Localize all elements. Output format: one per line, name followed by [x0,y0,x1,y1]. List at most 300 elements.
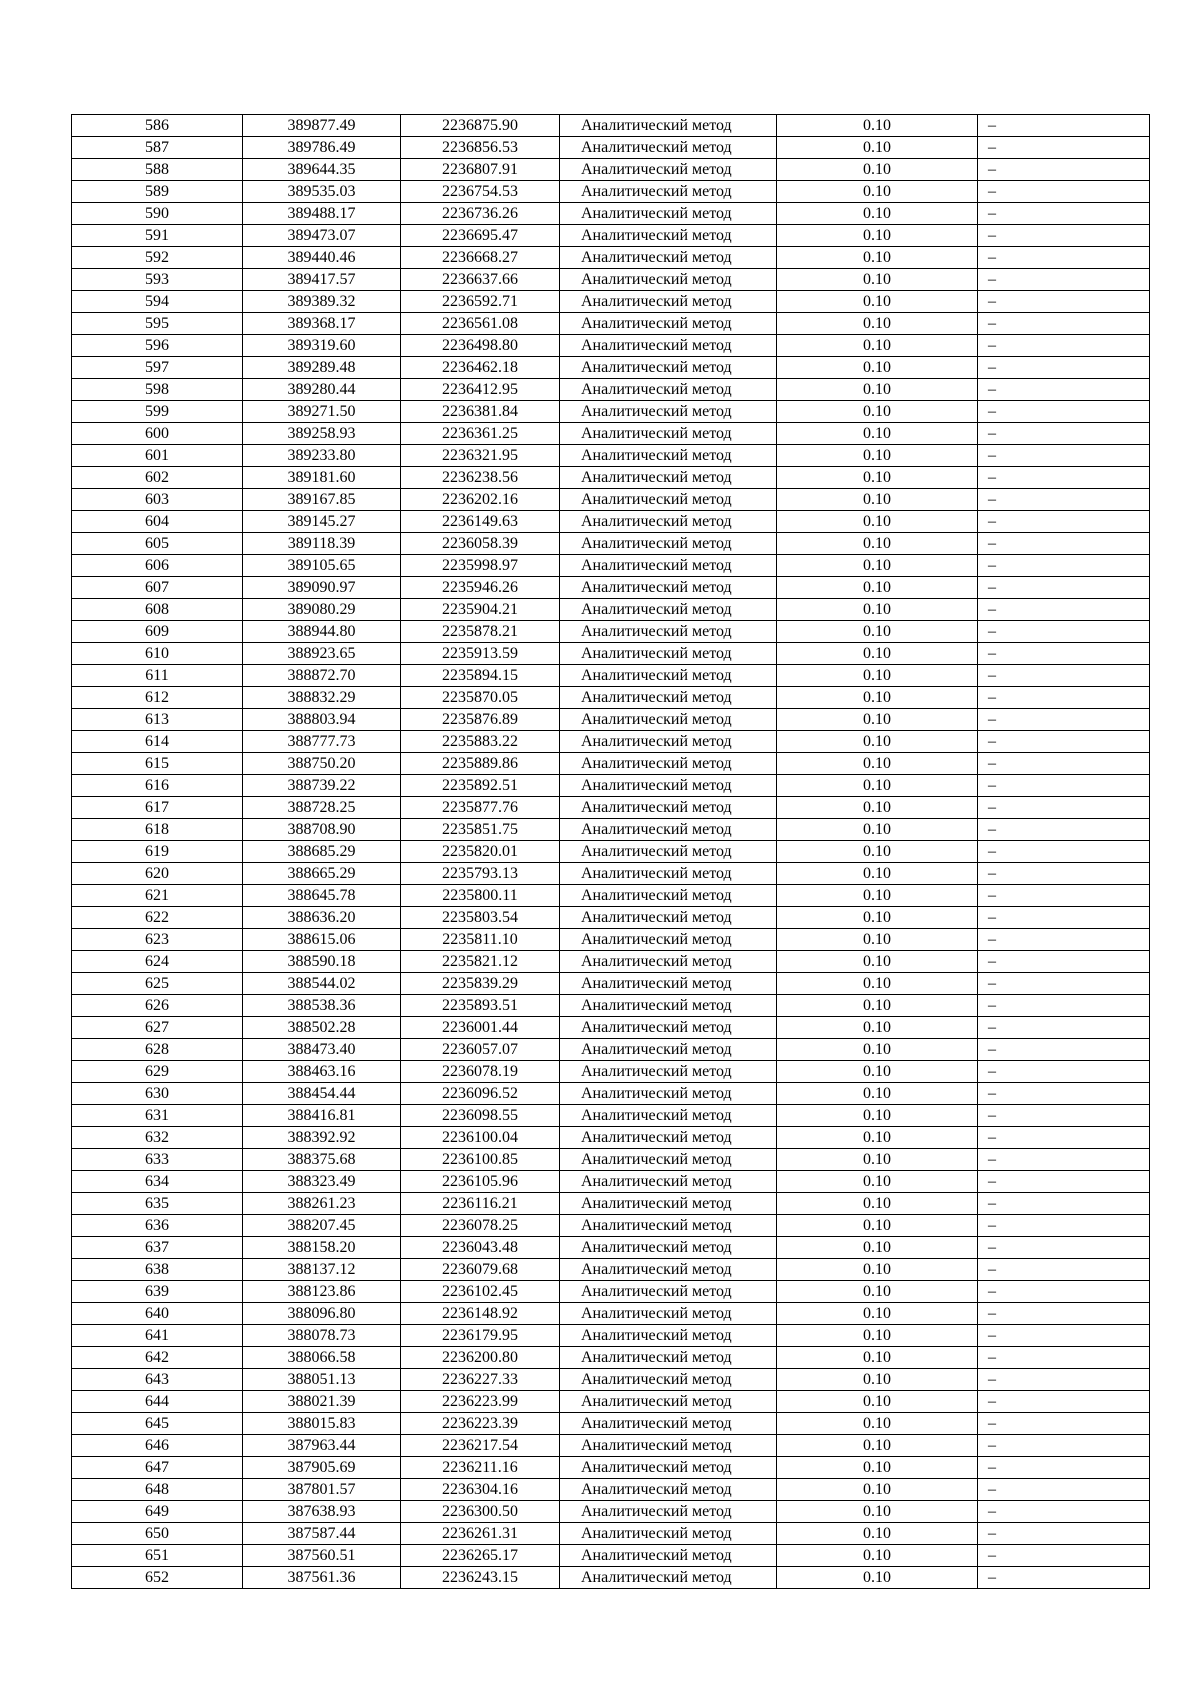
y-coordinate-cell: 2235803.54 [401,907,560,929]
accuracy-cell: 0.10 [777,1237,978,1259]
y-coordinate-cell: 2235793.13 [401,863,560,885]
accuracy-cell: 0.10 [777,907,978,929]
table-row [72,1303,1150,1325]
table-row [72,1281,1150,1303]
point-number-cell: 635 [72,1193,243,1215]
table-row [72,1457,1150,1479]
method-cell: Аналитический метод [560,1237,777,1259]
point-number-cell: 603 [72,489,243,511]
table-row [72,753,1150,775]
method-cell: Аналитический метод [560,181,777,203]
x-coordinate-cell: 388728.25 [243,797,401,819]
y-coordinate-cell: 2235820.01 [401,841,560,863]
note-cell: – [978,1281,1150,1303]
accuracy-cell: 0.10 [777,885,978,907]
table-row [72,819,1150,841]
y-coordinate-cell: 2236100.04 [401,1127,560,1149]
note-cell: – [978,1061,1150,1083]
method-cell: Аналитический метод [560,1325,777,1347]
point-number-cell: 652 [72,1567,243,1589]
note-cell: – [978,577,1150,599]
y-coordinate-cell: 2236637.66 [401,269,560,291]
note-cell: – [978,1457,1150,1479]
point-number-cell: 590 [72,203,243,225]
table-row [72,401,1150,423]
x-coordinate-cell: 389877.49 [243,115,401,137]
y-coordinate-cell: 2236321.95 [401,445,560,467]
accuracy-cell: 0.10 [777,1413,978,1435]
point-number-cell: 623 [72,929,243,951]
table-row [72,181,1150,203]
table-row [72,1105,1150,1127]
point-number-cell: 633 [72,1149,243,1171]
note-cell: – [978,1303,1150,1325]
point-number-cell: 611 [72,665,243,687]
y-coordinate-cell: 2236223.99 [401,1391,560,1413]
y-coordinate-cell: 2236875.90 [401,115,560,137]
point-number-cell: 643 [72,1369,243,1391]
y-coordinate-cell: 2236096.52 [401,1083,560,1105]
x-coordinate-cell: 388323.49 [243,1171,401,1193]
method-cell: Аналитический метод [560,753,777,775]
x-coordinate-cell: 389289.48 [243,357,401,379]
table-row [72,1237,1150,1259]
note-cell: – [978,885,1150,907]
x-coordinate-cell: 388158.20 [243,1237,401,1259]
method-cell: Аналитический метод [560,1127,777,1149]
method-cell: Аналитический метод [560,1303,777,1325]
point-number-cell: 647 [72,1457,243,1479]
point-number-cell: 651 [72,1545,243,1567]
table-row [72,577,1150,599]
table-row [72,599,1150,621]
note-cell: – [978,555,1150,577]
x-coordinate-cell: 388207.45 [243,1215,401,1237]
accuracy-cell: 0.10 [777,1149,978,1171]
x-coordinate-cell: 388137.12 [243,1259,401,1281]
x-coordinate-cell: 388463.16 [243,1061,401,1083]
point-number-cell: 599 [72,401,243,423]
accuracy-cell: 0.10 [777,1193,978,1215]
table-row [72,1193,1150,1215]
point-number-cell: 598 [72,379,243,401]
accuracy-cell: 0.10 [777,335,978,357]
point-number-cell: 593 [72,269,243,291]
method-cell: Аналитический метод [560,247,777,269]
y-coordinate-cell: 2235946.26 [401,577,560,599]
point-number-cell: 601 [72,445,243,467]
accuracy-cell: 0.10 [777,1567,978,1589]
point-number-cell: 614 [72,731,243,753]
y-coordinate-cell: 2235893.51 [401,995,560,1017]
x-coordinate-cell: 388777.73 [243,731,401,753]
method-cell: Аналитический метод [560,1193,777,1215]
accuracy-cell: 0.10 [777,929,978,951]
note-cell: – [978,511,1150,533]
accuracy-cell: 0.10 [777,1523,978,1545]
y-coordinate-cell: 2236001.44 [401,1017,560,1039]
accuracy-cell: 0.10 [777,357,978,379]
table-row [72,1347,1150,1369]
table-row [72,1391,1150,1413]
y-coordinate-cell: 2236079.68 [401,1259,560,1281]
method-cell: Аналитический метод [560,401,777,423]
method-cell: Аналитический метод [560,665,777,687]
accuracy-cell: 0.10 [777,1545,978,1567]
table-row [72,445,1150,467]
table-row [72,467,1150,489]
y-coordinate-cell: 2236381.84 [401,401,560,423]
y-coordinate-cell: 2236078.25 [401,1215,560,1237]
point-number-cell: 645 [72,1413,243,1435]
x-coordinate-cell: 389105.65 [243,555,401,577]
x-coordinate-cell: 388832.29 [243,687,401,709]
x-coordinate-cell: 389118.39 [243,533,401,555]
method-cell: Аналитический метод [560,379,777,401]
note-cell: – [978,753,1150,775]
method-cell: Аналитический метод [560,533,777,555]
x-coordinate-cell: 389644.35 [243,159,401,181]
note-cell: – [978,1105,1150,1127]
x-coordinate-cell: 388066.58 [243,1347,401,1369]
accuracy-cell: 0.10 [777,115,978,137]
y-coordinate-cell: 2236043.48 [401,1237,560,1259]
note-cell: – [978,533,1150,555]
y-coordinate-cell: 2236238.56 [401,467,560,489]
method-cell: Аналитический метод [560,291,777,313]
accuracy-cell: 0.10 [777,973,978,995]
table-row [72,1171,1150,1193]
x-coordinate-cell: 388739.22 [243,775,401,797]
method-cell: Аналитический метод [560,225,777,247]
method-cell: Аналитический метод [560,621,777,643]
table-row [72,709,1150,731]
method-cell: Аналитический метод [560,1215,777,1237]
method-cell: Аналитический метод [560,643,777,665]
x-coordinate-cell: 389181.60 [243,467,401,489]
table-row [72,621,1150,643]
method-cell: Аналитический метод [560,1435,777,1457]
note-cell: – [978,1149,1150,1171]
method-cell: Аналитический метод [560,1457,777,1479]
method-cell: Аналитический метод [560,995,777,1017]
accuracy-cell: 0.10 [777,819,978,841]
method-cell: Аналитический метод [560,555,777,577]
x-coordinate-cell: 389090.97 [243,577,401,599]
x-coordinate-cell: 388750.20 [243,753,401,775]
table-row [72,929,1150,951]
accuracy-cell: 0.10 [777,203,978,225]
point-number-cell: 642 [72,1347,243,1369]
y-coordinate-cell: 2235998.97 [401,555,560,577]
method-cell: Аналитический метод [560,709,777,731]
table-row [72,357,1150,379]
note-cell: – [978,1347,1150,1369]
x-coordinate-cell: 388685.29 [243,841,401,863]
x-coordinate-cell: 388636.20 [243,907,401,929]
y-coordinate-cell: 2236265.17 [401,1545,560,1567]
note-cell: – [978,1435,1150,1457]
point-number-cell: 618 [72,819,243,841]
y-coordinate-cell: 2236361.25 [401,423,560,445]
y-coordinate-cell: 2235877.76 [401,797,560,819]
table-row [72,775,1150,797]
point-number-cell: 612 [72,687,243,709]
x-coordinate-cell: 389440.46 [243,247,401,269]
method-cell: Аналитический метод [560,1083,777,1105]
method-cell: Аналитический метод [560,731,777,753]
accuracy-cell: 0.10 [777,1083,978,1105]
x-coordinate-cell: 389145.27 [243,511,401,533]
point-number-cell: 632 [72,1127,243,1149]
y-coordinate-cell: 2236179.95 [401,1325,560,1347]
y-coordinate-cell: 2236200.80 [401,1347,560,1369]
x-coordinate-cell: 388803.94 [243,709,401,731]
accuracy-cell: 0.10 [777,841,978,863]
table-row [72,159,1150,181]
note-cell: – [978,1127,1150,1149]
accuracy-cell: 0.10 [777,555,978,577]
table-row [72,797,1150,819]
table-row [72,137,1150,159]
point-number-cell: 620 [72,863,243,885]
note-cell: – [978,467,1150,489]
accuracy-cell: 0.10 [777,797,978,819]
x-coordinate-cell: 388123.86 [243,1281,401,1303]
note-cell: – [978,973,1150,995]
note-cell: – [978,379,1150,401]
note-cell: – [978,247,1150,269]
x-coordinate-cell: 388665.29 [243,863,401,885]
accuracy-cell: 0.10 [777,401,978,423]
table-row [72,1479,1150,1501]
note-cell: – [978,423,1150,445]
note-cell: – [978,797,1150,819]
y-coordinate-cell: 2236211.16 [401,1457,560,1479]
point-number-cell: 616 [72,775,243,797]
accuracy-cell: 0.10 [777,159,978,181]
method-cell: Аналитический метод [560,1567,777,1589]
accuracy-cell: 0.10 [777,1391,978,1413]
point-number-cell: 608 [72,599,243,621]
point-number-cell: 621 [72,885,243,907]
table-row [72,555,1150,577]
y-coordinate-cell: 2236057.07 [401,1039,560,1061]
method-cell: Аналитический метод [560,775,777,797]
y-coordinate-cell: 2235800.11 [401,885,560,907]
y-coordinate-cell: 2235904.21 [401,599,560,621]
point-number-cell: 631 [72,1105,243,1127]
y-coordinate-cell: 2236116.21 [401,1193,560,1215]
y-coordinate-cell: 2235851.75 [401,819,560,841]
note-cell: – [978,775,1150,797]
method-cell: Аналитический метод [560,423,777,445]
method-cell: Аналитический метод [560,335,777,357]
y-coordinate-cell: 2235876.89 [401,709,560,731]
point-number-cell: 595 [72,313,243,335]
y-coordinate-cell: 2236227.33 [401,1369,560,1391]
x-coordinate-cell: 388078.73 [243,1325,401,1347]
y-coordinate-cell: 2236202.16 [401,489,560,511]
x-coordinate-cell: 387560.51 [243,1545,401,1567]
table-row [72,1149,1150,1171]
point-number-cell: 630 [72,1083,243,1105]
note-cell: – [978,599,1150,621]
x-coordinate-cell: 388590.18 [243,951,401,973]
x-coordinate-cell: 388944.80 [243,621,401,643]
accuracy-cell: 0.10 [777,1479,978,1501]
table-row [72,665,1150,687]
y-coordinate-cell: 2236592.71 [401,291,560,313]
coordinates-table-body [72,115,1150,1589]
point-number-cell: 610 [72,643,243,665]
note-cell: – [978,1369,1150,1391]
note-cell: – [978,1193,1150,1215]
note-cell: – [978,159,1150,181]
point-number-cell: 634 [72,1171,243,1193]
point-number-cell: 627 [72,1017,243,1039]
accuracy-cell: 0.10 [777,1369,978,1391]
note-cell: – [978,1083,1150,1105]
point-number-cell: 604 [72,511,243,533]
accuracy-cell: 0.10 [777,1501,978,1523]
x-coordinate-cell: 387561.36 [243,1567,401,1589]
accuracy-cell: 0.10 [777,1017,978,1039]
note-cell: – [978,1545,1150,1567]
y-coordinate-cell: 2235821.12 [401,951,560,973]
y-coordinate-cell: 2235870.05 [401,687,560,709]
point-number-cell: 602 [72,467,243,489]
method-cell: Аналитический метод [560,313,777,335]
accuracy-cell: 0.10 [777,511,978,533]
table-row [72,423,1150,445]
method-cell: Аналитический метод [560,1171,777,1193]
table-row [72,1501,1150,1523]
table-row [72,313,1150,335]
note-cell: – [978,203,1150,225]
point-number-cell: 639 [72,1281,243,1303]
method-cell: Аналитический метод [560,445,777,467]
note-cell: – [978,819,1150,841]
point-number-cell: 609 [72,621,243,643]
note-cell: – [978,709,1150,731]
x-coordinate-cell: 387801.57 [243,1479,401,1501]
accuracy-cell: 0.10 [777,467,978,489]
table-row [72,1435,1150,1457]
method-cell: Аналитический метод [560,929,777,951]
x-coordinate-cell: 389535.03 [243,181,401,203]
note-cell: – [978,401,1150,423]
accuracy-cell: 0.10 [777,1259,978,1281]
method-cell: Аналитический метод [560,203,777,225]
method-cell: Аналитический метод [560,1413,777,1435]
x-coordinate-cell: 387638.93 [243,1501,401,1523]
table-row [72,335,1150,357]
accuracy-cell: 0.10 [777,665,978,687]
note-cell: – [978,731,1150,753]
point-number-cell: 605 [72,533,243,555]
y-coordinate-cell: 2236856.53 [401,137,560,159]
method-cell: Аналитический метод [560,489,777,511]
y-coordinate-cell: 2236807.91 [401,159,560,181]
table-row [72,643,1150,665]
accuracy-cell: 0.10 [777,1435,978,1457]
table-row [72,511,1150,533]
note-cell: – [978,489,1150,511]
note-cell: – [978,1215,1150,1237]
point-number-cell: 625 [72,973,243,995]
method-cell: Аналитический метод [560,797,777,819]
method-cell: Аналитический метод [560,1017,777,1039]
note-cell: – [978,1017,1150,1039]
method-cell: Аналитический метод [560,1149,777,1171]
accuracy-cell: 0.10 [777,291,978,313]
point-number-cell: 628 [72,1039,243,1061]
point-number-cell: 597 [72,357,243,379]
y-coordinate-cell: 2236736.26 [401,203,560,225]
x-coordinate-cell: 389389.32 [243,291,401,313]
accuracy-cell: 0.10 [777,1303,978,1325]
y-coordinate-cell: 2236148.92 [401,1303,560,1325]
x-coordinate-cell: 389280.44 [243,379,401,401]
method-cell: Аналитический метод [560,687,777,709]
note-cell: – [978,1479,1150,1501]
point-number-cell: 617 [72,797,243,819]
x-coordinate-cell: 388392.92 [243,1127,401,1149]
y-coordinate-cell: 2236058.39 [401,533,560,555]
accuracy-cell: 0.10 [777,731,978,753]
accuracy-cell: 0.10 [777,863,978,885]
point-number-cell: 592 [72,247,243,269]
x-coordinate-cell: 388473.40 [243,1039,401,1061]
y-coordinate-cell: 2236217.54 [401,1435,560,1457]
accuracy-cell: 0.10 [777,247,978,269]
x-coordinate-cell: 388416.81 [243,1105,401,1127]
table-row [72,1259,1150,1281]
x-coordinate-cell: 388454.44 [243,1083,401,1105]
accuracy-cell: 0.10 [777,621,978,643]
y-coordinate-cell: 2235839.29 [401,973,560,995]
table-row [72,247,1150,269]
accuracy-cell: 0.10 [777,1281,978,1303]
table-row [72,885,1150,907]
accuracy-cell: 0.10 [777,599,978,621]
method-cell: Аналитический метод [560,819,777,841]
x-coordinate-cell: 388096.80 [243,1303,401,1325]
point-number-cell: 600 [72,423,243,445]
point-number-cell: 650 [72,1523,243,1545]
point-number-cell: 619 [72,841,243,863]
x-coordinate-cell: 389319.60 [243,335,401,357]
y-coordinate-cell: 2236412.95 [401,379,560,401]
y-coordinate-cell: 2235883.22 [401,731,560,753]
method-cell: Аналитический метод [560,1105,777,1127]
accuracy-cell: 0.10 [777,489,978,511]
note-cell: – [978,1523,1150,1545]
table-row [72,489,1150,511]
table-row [72,687,1150,709]
y-coordinate-cell: 2236100.85 [401,1149,560,1171]
x-coordinate-cell: 388544.02 [243,973,401,995]
y-coordinate-cell: 2236223.39 [401,1413,560,1435]
note-cell: – [978,1501,1150,1523]
method-cell: Аналитический метод [560,1479,777,1501]
table-row [72,1017,1150,1039]
note-cell: – [978,951,1150,973]
method-cell: Аналитический метод [560,907,777,929]
table-row [72,1369,1150,1391]
x-coordinate-cell: 388923.65 [243,643,401,665]
